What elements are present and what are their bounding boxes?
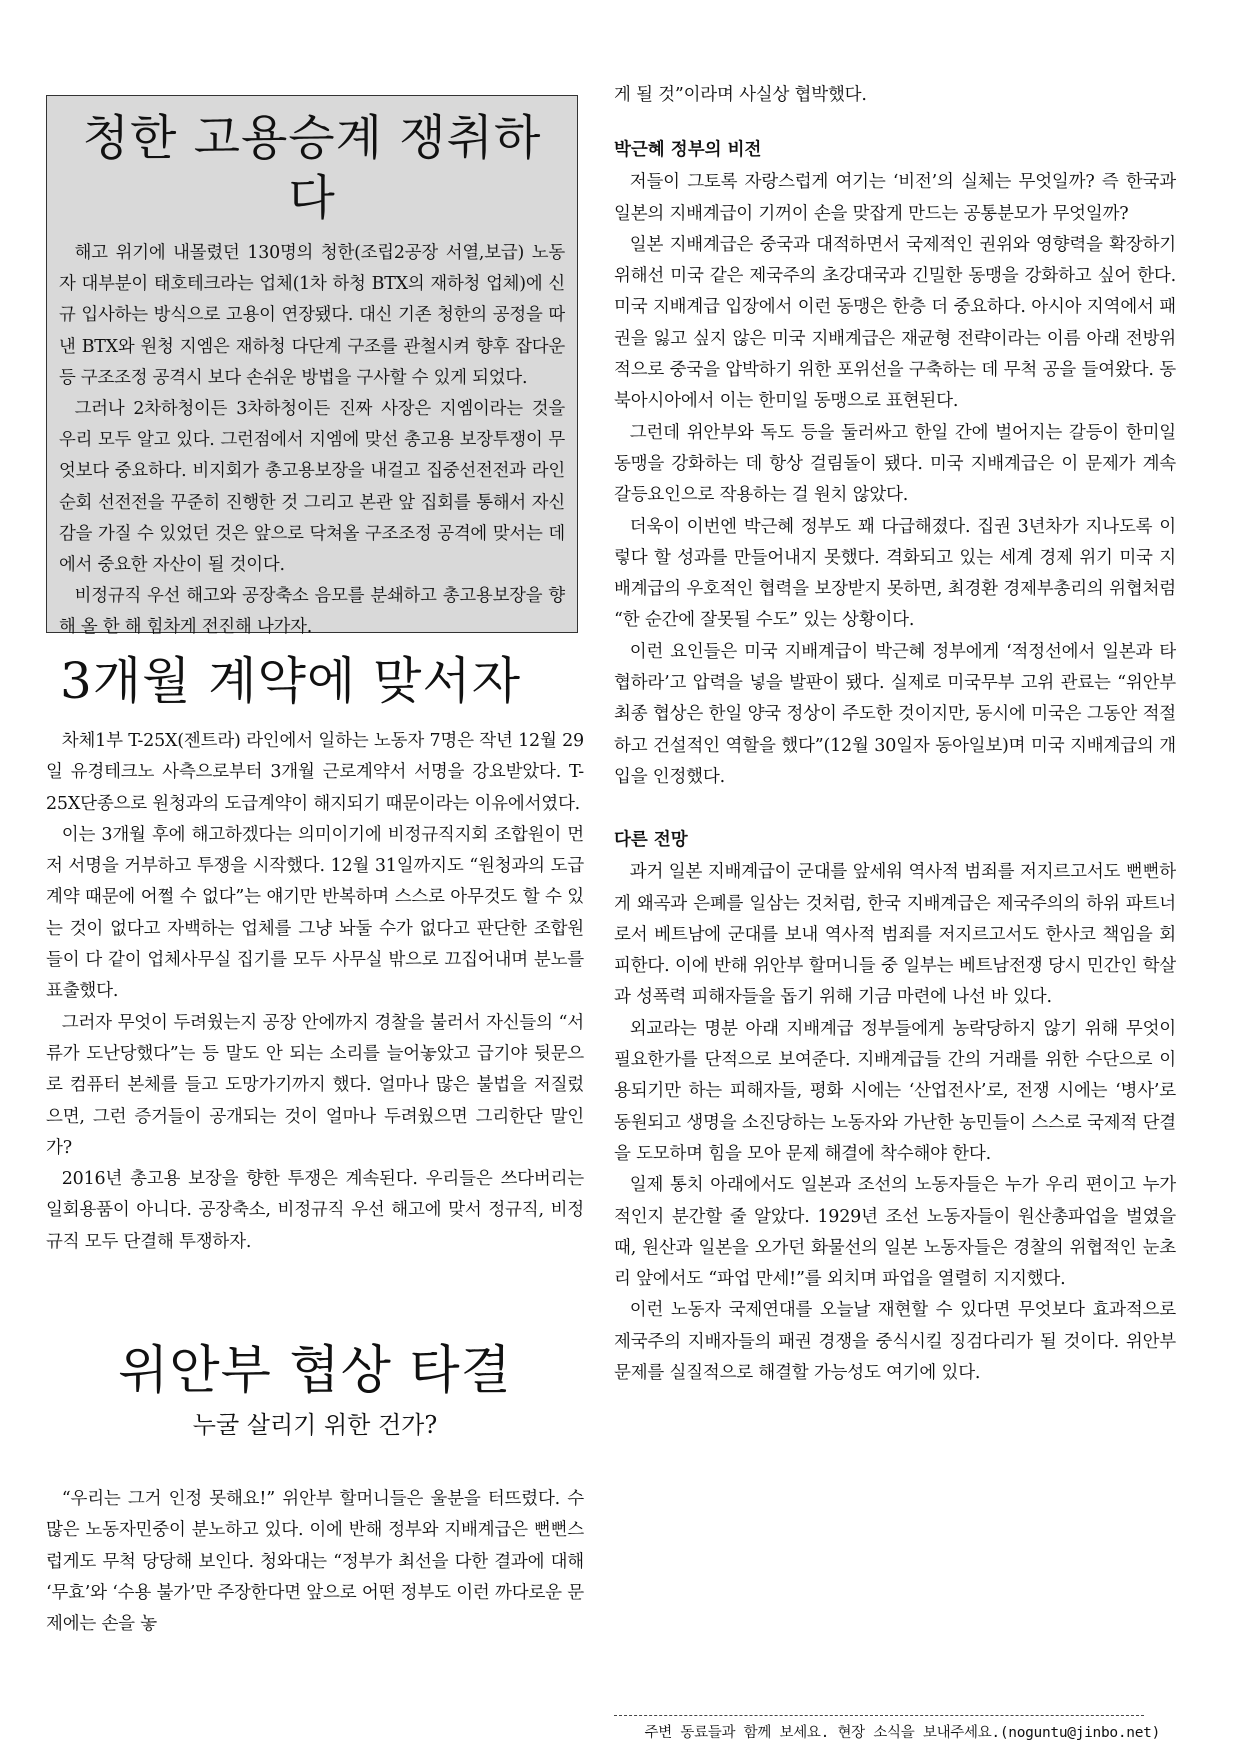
footer-divider [614,1715,1144,1716]
footer-note: 주변 동료들과 함께 보세요. 현장 소식을 보내주세요.(noguntu@jinbo.net) [644,1725,1160,1741]
paragraph: 이런 노동자 국제연대를 오늘날 재현할 수 있다면 무엇보다 효과적으로 제국주의 지배자들의 패권 경쟁을 중식시킬 징검다리가 될 것이다. 위안부 문제를 실질적으로 해결할 가능성도 여기에 있다. [614,1300,1176,1383]
paragraph: 일제 통치 아래에서도 일본과 조선의 노동자들은 누가 우리 편이고 누가 적인지 분간할 줄 알았다. 1929년 조선 노동자들이 원산총파업을 벌였을 때, 원산과 일본을 오가던 화물선의 일본 노동자들은 경찰의 위협적인 눈초리 앞에서도 “파업 만세!”를 외치며 파업을 열렬히 지지했다. [614,1175,1176,1290]
article-title: 위안부 협상 타결 [118,1341,512,1401]
paragraph: 외교라는 명분 아래 지배계급 정부들에게 농락당하지 않기 위해 무엇이 필요한가를 단적으로 보여준다. 지배계급들 간의 거래를 위한 수단으로 이용되기만 하는 피해자들, 평화 시에는 ‘산업전사’로, 전쟁 시에는 ‘병사’로 동원되고 생명을 소진당하는 노동자와 가난한 농민들이 스스로 국제적 단결을 도모하며 힘을 모아 문제 해결에 착수해야 한다. [614,1018,1176,1164]
section-heading: 박근혜 정부의 비전 [614,140,762,161]
paragraph: 이런 요인들은 미국 지배계급이 박근혜 정부에게 ‘적정선에서 일본과 타협하라’고 압력을 넣을 발판이 됐다. 실제로 미국무부 고위 관료는 “위안부 최종 협상은 한일 양국 정상이 주도한 것이지만, 동시에 미국은 그동안 적절하고 건설적인 역할을 했다”(12월 30일자 동아일보)며 미국 지배계급의 개입을 인정했다. [614,641,1176,787]
paragraph: 차체1부 T-25X(젠트라) 라인에서 일하는 노동자 7명은 작년 12월 29일 유경테크노 사측으로부터 3개월 근로계약서 서명을 강요받았다. T-25X단종으로 원청과의 도급계약이 해지되기 때문이라는 이유에서였다. [46,731,584,814]
paragraph: “우리는 그거 인정 못해요!” 위안부 할머니들은 울분을 터뜨렸다. 수많은 노동자민중이 분노하고 있다. 이에 반해 정부와 지배계급은 뻔뻔스럽게도 무척 당당해 보인다. 청와대는 “정부가 최선을 다한 결과에 대해 ‘무효’와 ‘수용 불가’만 주장한다면 앞으로 어떤 정부도 이런 까다로운 문제에는 손을 놓 [46,1489,584,1635]
article-title: 3개월 계약에 맞서자 [60,652,521,710]
paragraph: 그러나 2차하청이든 3차하청이든 진짜 사장은 지엠이라는 것을 우리 모두 알고 있다. 그런점에서 지엠에 맞선 총고용 보장투쟁이 무엇보다 중요하다. 비지회가 총고용보장을 내걸고 집중선전전과 라인순회 선전전을 꾸준히 진행한 것 그리고 본관 앞 집회를 통해서 자신감을 가질 수 있었던 것은 앞으로 닥쳐올 구조조정 공격에 맞서는 데에서 중요한 자산이 될 것이다. [59,399,565,576]
paragraph: 해고 위기에 내몰렸던 130명의 청한(조립2공장 서열,보급) 노동자 대부분이 태호테크라는 업체(1차 하청 BTX의 재하청 업체)에 신규 입사하는 방식으로 고용이 연장됐다. 대신 기존 청한의 공정을 따낸 BTX와 원청 지엠은 재하청 다단계 구조를 관철시켜 향후 잡다운 등 구조조정 공격시 보다 손쉬운 방법을 구사할 수 있게 되었다. [59,243,565,388]
paragraph: 일본 지배계급은 중국과 대적하면서 국제적인 권위와 영향력을 확장하기 위해선 미국 같은 제국주의 초강대국과 긴밀한 동맹을 강화하고 싶어 한다. 미국 지배계급 입장에서 이런 동맹은 한층 더 중요하다. 아시아 지역에서 패권을 잃고 싶지 않은 미국 지배계급은 재균형 전략이라는 이름 아래 전방위적으로 중국을 압박하기 위한 포위선을 구축하는 데 무척 공을 들여왔다. 동북아시아에서 이는 한미일 동맹으로 표현된다. [614,234,1176,412]
article-comfort-women [46,1340,584,1640]
article-contract [46,650,584,1258]
paragraph: 그런데 위안부와 독도 등을 둘러싸고 한일 간에 벌어지는 갈등이 한미일 동맹을 강화하는 데 항상 걸림돌이 됐다. 미국 지배계급은 이 문제가 계속 갈등요인으로 작용하는 걸 원치 않았다. [614,422,1176,506]
paragraph: 2016년 총고용 보장을 향한 투쟁은 계속된다. 우리들은 쓰다버리는 일회용품이 아니다. 공장축소, 비정규직 우선 해고에 맞서 정규직, 비정규직 모두 단결해 투쟁하자. [46,1169,584,1252]
paragraph-continuation: 게 될 것”이라며 사실상 협박했다. [614,85,867,105]
paragraph: 더욱이 이번엔 박근혜 정부도 꽤 다급해졌다. 집권 3년차가 지나도록 이렇다 할 성과를 만들어내지 못했다. 격화되고 있는 세계 경제 위기 미국 지배계급의 우호적인 협력을 보장받지 못하면, 최경환 경제부총리의 위협처럼 “한 순간에 잘못될 수도” 있는 상황이다. [614,516,1176,631]
article-title: 청한 고용승계 쟁취하다 [82,110,542,226]
paragraph: 저들이 그토록 자랑스럽게 여기는 ‘비전’의 실체는 무엇일까? 즉 한국과 일본의 지배계급이 기꺼이 손을 맞잡게 만드는 공통분모가 무엇일까? [614,172,1176,224]
article-subtitle: 누굴 살리기 위한 건가? [192,1411,438,1439]
right-column [614,80,1176,1389]
paragraph: 이는 3개월 후에 해고하겠다는 의미이기에 비정규직지회 조합원이 먼저 서명을 거부하고 투쟁을 시작했다. 12월 31일까지도 “원청과의 도급계약 때문에 어쩔 수 없다”는 얘기만 반복하며 스스로 아무것도 할 수 있는 것이 없다고 자백하는 업체를 그냥 놔둘 수가 없다고 판단한 조합원들이 다 같이 업체사무실 집기를 모두 사무실 밖으로 끄집어내며 분노를 표출했다. [46,824,584,1002]
section-heading: 다른 전망 [614,830,688,851]
article-box-employment [46,95,578,638]
paragraph: 비정규직 우선 해고와 공장축소 음모를 분쇄하고 총고용보장을 향해 올 한 해 힘차게 전진해 나가자. [59,586,565,638]
paragraph: 과거 일본 지배계급이 군대를 앞세워 역사적 범죄를 저지르고서도 뻔뻔하게 왜곡과 은폐를 일삼는 것처럼, 한국 지배계급은 제국주의의 하위 파트너로서 베트남에 군대를 보내 역사적 범죄를 저지르고서도 한사코 책임을 회피한다. 이에 반해 위안부 할머니들 중 일부는 베트남전쟁 당시 민간인 학살과 성폭력 피해자들을 돕기 위해 기금 마련에 나선 바 있다. [614,862,1176,1008]
paragraph: 그러자 무엇이 두려웠는지 공장 안에까지 경찰을 불러서 자신들의 “서류가 도난당했다”는 등 말도 안 되는 소리를 늘어놓았고 급기야 뒷문으로 컴퓨터 본체를 들고 도망가기까지 했다. 얼마나 많은 불법을 저질렀으면, 그런 증거들이 공개되는 것이 얼마나 두려웠으면 그리한단 말인가? [46,1012,584,1158]
